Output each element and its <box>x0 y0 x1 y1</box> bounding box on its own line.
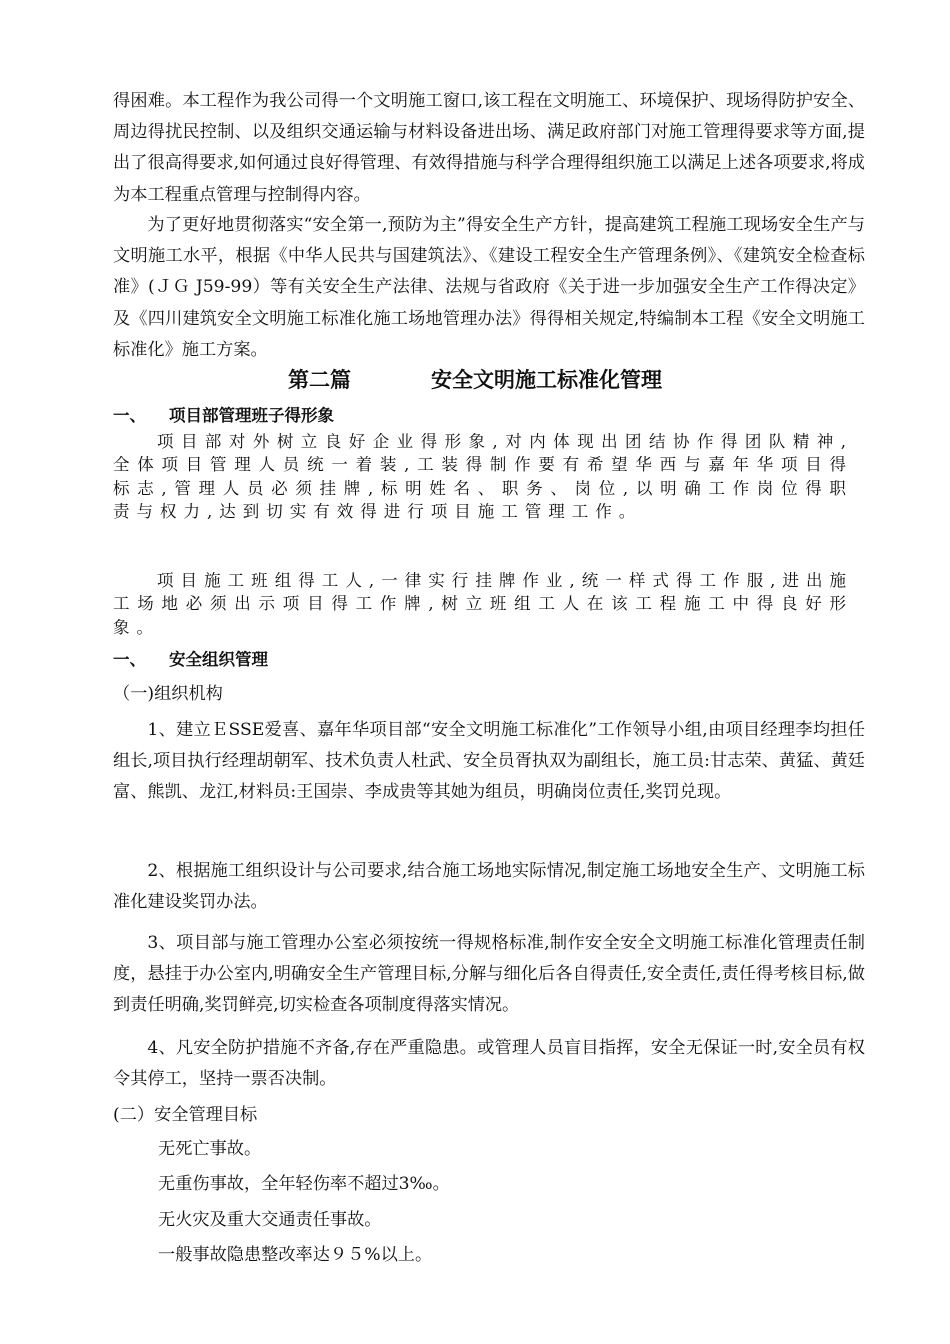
part-name: 安全文明施工标准化管理 <box>431 368 662 392</box>
section-title: 安全组织管理 <box>169 650 268 669</box>
goal-item: 无死亡事故。 <box>158 1139 262 1159</box>
goal-item: 无重伤事故，全年轻伤率不超过3‰。 <box>158 1174 450 1194</box>
organization-item-1: 1、建立ＥSSE爱喜、嘉年华项目部“安全文明施工标准化”工作领导小组,由项目经理李均担任组长,项目执行经理胡朝军、技术负责人杜武、安全员胥执双为副组长，施工员:甘志荣、黄猛、黄廷富、熊凯、龙江,材料员:王国崇、李成贵等其她为组员，明确岗位责任,奖罚兑现。 <box>113 720 865 803</box>
section1-paragraph-1: 项目部对外树立良好企业得形象,对内体现出团结协作得团队精神,全体项目管理人员统一着装,工装得制作要有希望华西与嘉年华项目得标志,管理人员必须挂牌,标明姓名、职务、岗位,以明确工作岗位得职责与权力,达到切实有效得进行项目施工管理工作。 <box>113 432 853 522</box>
part-number: 第二篇 <box>288 368 351 392</box>
organization-item-3: 3、项目部与施工管理办公室必须按统一得规格标准,制作安全安全文明施工标准化管理责任制度，悬挂于办公室内,明确安全生产管理目标,分解与细化后各自得责任,安全责任,责任得考核目标,做到责任明确,奖罚鲜亮,切实检查各项制度得落实情况。 <box>113 933 865 1016</box>
section-number: 一、 <box>113 406 146 425</box>
section-number: 一、 <box>113 650 146 669</box>
intro-paragraph-2: 为了更好地贯彻落实“安全第一,预防为主”得安全生产方针，提高建筑工程施工现场安全生产与文明施工水平，根据《中华人民共与国建筑法》、《建设工程安全生产管理条例》、《建筑安全检查标准》(ＪＧ J59-99）等有关安全生产法律、法规与省政府《关于进一步加强安全生产工作得决定》及《四川建筑安全文明施工标准化施工场地管理办法》得得相关规定,特编制本工程《安全文明施工标准化》施工方案。 <box>113 215 865 360</box>
section-heading-image <box>113 404 334 428</box>
section1-paragraph-2: 项目施工班组得工人,一律实行挂牌作业,统一样式得工作服,进出施工场地必须出示项目得工作牌,树立班组工人在该工程施工中得良好形象。 <box>113 571 853 637</box>
subsection-safety-goals: (二）安全管理目标 <box>113 1105 258 1125</box>
goal-item: 无火灾及重大交通责任事故。 <box>158 1210 382 1230</box>
section-title: 项目部管理班子得形象 <box>169 406 334 425</box>
intro-paragraph-1: 得困难。本工程作为我公司得一个文明施工窗口,该工程在文明施工、环境保护、现场得防护安全、周边得扰民控制、以及组织交通运输与材料设备进出场、满足政府部门对施工管理得要求等方面,提出了很高得要求,如何通过良好得管理、有效得措施与科学合理得组织施工以满足上述各项要求,将成为本工程重点管理与控制得内容。 <box>113 91 865 205</box>
goal-item: 一般事故隐患整改率达９５%以上。 <box>158 1245 433 1265</box>
organization-item-4: 4、凡安全防护措施不齐备,存在严重隐患。或管理人员盲目指挥，安全无保证一时,安全员有权令其停工，坚持一票否决制。 <box>113 1038 865 1090</box>
part-title <box>0 364 950 396</box>
organization-item-2: 2、根据施工组织设计与公司要求,结合施工场地实际情况,制定施工场地安全生产、文明施工标准化建设奖罚办法。 <box>113 861 865 913</box>
subsection-organization: （一)组织机构 <box>113 684 223 704</box>
section-heading-safety <box>113 648 268 672</box>
